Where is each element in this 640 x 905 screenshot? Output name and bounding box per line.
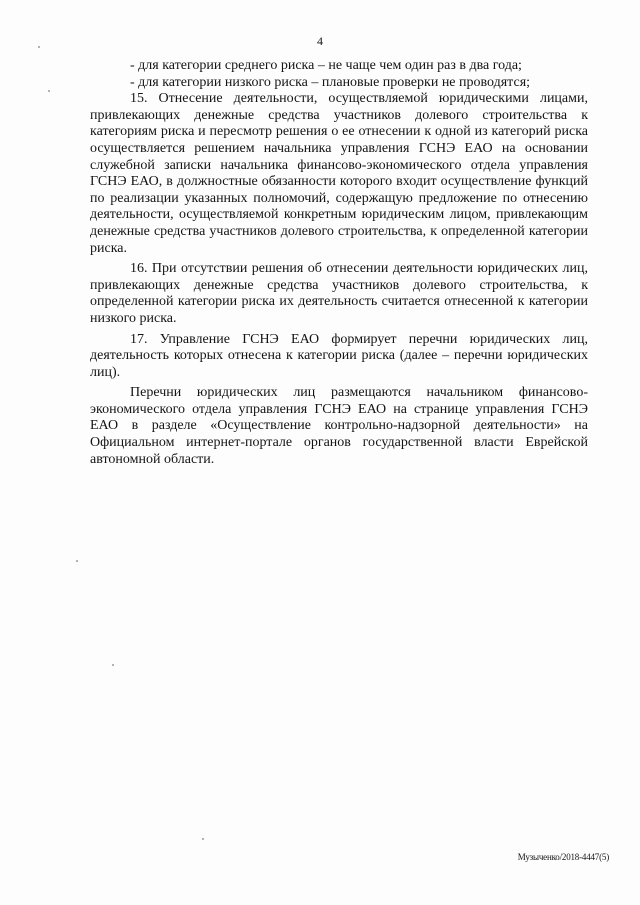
scan-speck [38, 46, 40, 48]
list-item-low-risk: - для категории низкого риска – плановые проверки не проводятся; [130, 74, 531, 90]
document-body [90, 58, 588, 468]
scan-speck [202, 838, 204, 840]
paragraph-lists-publication: Перечни юридических лиц размещаются начальником финансово-экономического отдела управления ГСНЭ ЕАО на странице управления ГСНЭ ЕАО в разделе «Осуществление контрольно-надзорной деятельности» на Официальном интернет-портале органов государственной власти Еврейской автономной области. [90, 385, 588, 467]
scan-speck [48, 90, 50, 92]
list-item-medium-risk: - для категории среднего риска – не чаще чем один раз в два года; [130, 58, 522, 73]
page-number: 4 [317, 34, 323, 48]
scan-speck [112, 664, 114, 666]
scan-speck [76, 560, 78, 562]
paragraph-16: 16. При отсутствии решения об отнесении деятельности юридических лиц, привлекающих денежные средства участников долевого строительства, к определенной категории риска их деятельность считается отнесенной к категории низкого риска. [90, 261, 588, 326]
document-reference: Музыченко/2018-4447(5) [517, 852, 609, 862]
paragraph-15: 15. Отнесение деятельности, осуществляемой юридическими лицами, привлекающих денежные средства участников долевого строительства к категориям риска и пересмотр решения о ее отнесении к одной из категорий риска осуществляется решением начальника управления ГСНЭ ЕАО на основании служебной записки начальника финансово-экономического отдела управления ГСНЭ ЕАО, в должностные обязанности которого входит осуществление функций по реализации указанных полномочий, содержащую предложение по отнесению деятельности, осуществляемой конкретным юридическим лицом, привлекающим денежные средства участников долевого строительства, к определенной категории риска. [90, 91, 588, 256]
paragraph-17: 17. Управление ГСНЭ ЕАО формирует перечни юридических лиц, деятельность которых отнесена к категории риска (далее – перечни юридических лиц). [90, 331, 588, 380]
